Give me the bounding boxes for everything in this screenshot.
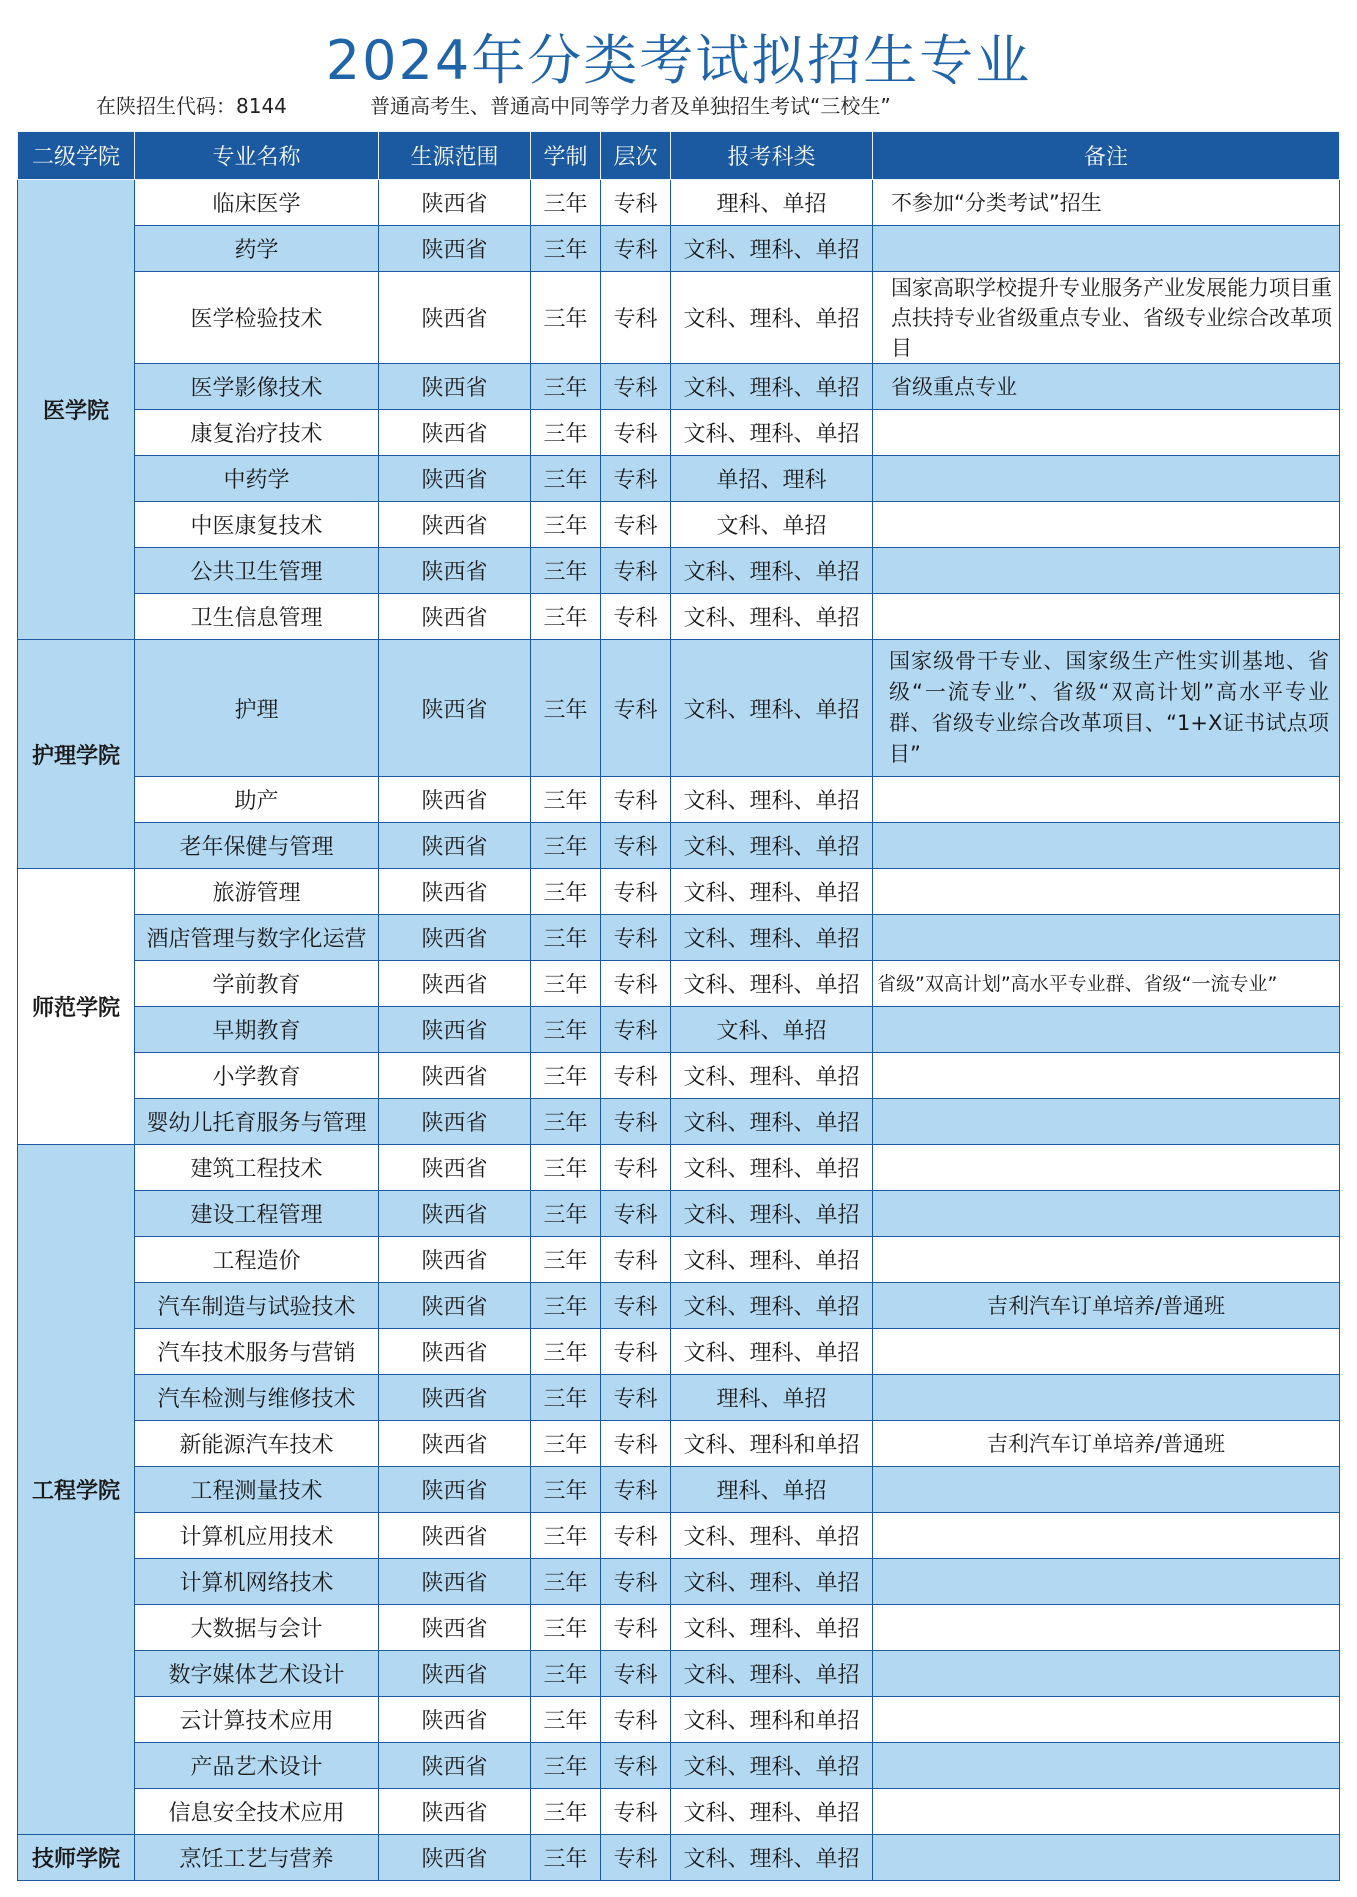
years-cell: 三年 [531,1467,601,1513]
table-row [18,364,1340,410]
major-cell: 公共卫生管理 [135,548,379,594]
level-cell: 专科 [601,1099,671,1145]
category-cell: 文科、理科、单招 [671,226,873,272]
years-cell: 三年 [531,1283,601,1329]
years-cell: 三年 [531,1513,601,1559]
category-cell: 文科、理科和单招 [671,1421,873,1467]
major-cell: 中医康复技术 [135,502,379,548]
enrollment-code: 在陕招生代码：8144 [96,94,287,118]
table-row [18,1467,1340,1513]
years-cell: 三年 [531,272,601,364]
category-cell: 文科、理科、单招 [671,410,873,456]
years-cell: 三年 [531,869,601,915]
category-cell: 理科、单招 [671,1467,873,1513]
note-cell [873,1237,1340,1283]
major-cell: 新能源汽车技术 [135,1421,379,1467]
years-cell: 三年 [531,410,601,456]
category-cell: 文科、理科、单招 [671,915,873,961]
area-cell: 陕西省 [379,1283,531,1329]
note-cell: 吉利汽车订单培养/普通班 [873,1421,1340,1467]
table-row [18,226,1340,272]
area-cell: 陕西省 [379,1375,531,1421]
years-cell: 三年 [531,1145,601,1191]
table-row [18,272,1340,364]
table-row [18,961,1340,1007]
major-cell: 产品艺术设计 [135,1743,379,1789]
major-cell: 婴幼儿托育服务与管理 [135,1099,379,1145]
years-cell: 三年 [531,823,601,869]
note-cell [873,502,1340,548]
college-cell: 护理学院 [18,640,135,869]
table-row [18,915,1340,961]
note-cell [873,1605,1340,1651]
category-cell: 理科、单招 [671,1375,873,1421]
level-cell: 专科 [601,1329,671,1375]
college-cell: 技师学院 [18,1835,135,1881]
note-cell: 不参加“分类考试”招生 [873,180,1340,226]
level-cell: 专科 [601,594,671,640]
level-cell: 专科 [601,640,671,777]
years-cell: 三年 [531,915,601,961]
area-cell: 陕西省 [379,1053,531,1099]
major-cell: 中药学 [135,456,379,502]
years-cell: 三年 [531,594,601,640]
years-cell: 三年 [531,1743,601,1789]
table-row [18,548,1340,594]
area-cell: 陕西省 [379,1789,531,1835]
header-years: 学制 [531,132,601,180]
category-cell: 文科、理科、单招 [671,1651,873,1697]
table-row [18,1375,1340,1421]
header-area: 生源范围 [379,132,531,180]
years-cell: 三年 [531,1559,601,1605]
college-cell: 师范学院 [18,869,135,1145]
category-cell: 文科、理科、单招 [671,594,873,640]
category-cell: 文科、理科、单招 [671,961,873,1007]
major-cell: 卫生信息管理 [135,594,379,640]
category-cell: 文科、理科、单招 [671,823,873,869]
area-cell: 陕西省 [379,1743,531,1789]
level-cell: 专科 [601,1559,671,1605]
area-cell: 陕西省 [379,915,531,961]
years-cell: 三年 [531,1421,601,1467]
table-row [18,1513,1340,1559]
category-cell: 文科、理科、单招 [671,1283,873,1329]
years-cell: 三年 [531,456,601,502]
note-cell [873,1789,1340,1835]
note-cell [873,1191,1340,1237]
header-level: 层次 [601,132,671,180]
area-cell: 陕西省 [379,869,531,915]
area-cell: 陕西省 [379,1835,531,1881]
area-cell: 陕西省 [379,410,531,456]
category-cell: 文科、理科、单招 [671,1789,873,1835]
level-cell: 专科 [601,1513,671,1559]
major-cell: 学前教育 [135,961,379,1007]
category-cell: 文科、理科、单招 [671,869,873,915]
level-cell: 专科 [601,915,671,961]
table-row [18,1053,1340,1099]
level-cell: 专科 [601,1835,671,1881]
level-cell: 专科 [601,1053,671,1099]
years-cell: 三年 [531,1651,601,1697]
note-cell: 省级”双高计划”高水平专业群、省级“一流专业” [873,961,1340,1007]
level-cell: 专科 [601,777,671,823]
table-row [18,1559,1340,1605]
level-cell: 专科 [601,1789,671,1835]
years-cell: 三年 [531,180,601,226]
area-cell: 陕西省 [379,548,531,594]
area-cell: 陕西省 [379,180,531,226]
major-cell: 助产 [135,777,379,823]
table-row [18,1329,1340,1375]
major-cell: 数字媒体艺术设计 [135,1651,379,1697]
college-cell: 医学院 [18,180,135,640]
level-cell: 专科 [601,180,671,226]
area-cell: 陕西省 [379,272,531,364]
table-row [18,1697,1340,1743]
major-cell: 医学检验技术 [135,272,379,364]
years-cell: 三年 [531,1789,601,1835]
target-students: 普通高考生、普通高中同等学力者及单独招生考试“三校生” [370,94,891,118]
category-cell: 文科、理科、单招 [671,1605,873,1651]
level-cell: 专科 [601,961,671,1007]
major-cell: 工程造价 [135,1237,379,1283]
level-cell: 专科 [601,364,671,410]
level-cell: 专科 [601,1697,671,1743]
note-cell [873,1145,1340,1191]
level-cell: 专科 [601,548,671,594]
note-cell [873,1007,1340,1053]
note-cell [873,1375,1340,1421]
area-cell: 陕西省 [379,1467,531,1513]
major-cell: 建筑工程技术 [135,1145,379,1191]
table-row [18,1789,1340,1835]
major-cell: 汽车检测与维修技术 [135,1375,379,1421]
area-cell: 陕西省 [379,1145,531,1191]
major-cell: 工程测量技术 [135,1467,379,1513]
major-cell: 计算机应用技术 [135,1513,379,1559]
years-cell: 三年 [531,1099,601,1145]
level-cell: 专科 [601,1605,671,1651]
note-cell [873,1835,1340,1881]
note-cell [873,1329,1340,1375]
level-cell: 专科 [601,1283,671,1329]
header-college: 二级学院 [18,132,135,180]
note-cell [873,594,1340,640]
area-cell: 陕西省 [379,1237,531,1283]
area-cell: 陕西省 [379,823,531,869]
years-cell: 三年 [531,226,601,272]
years-cell: 三年 [531,1329,601,1375]
table-row [18,594,1340,640]
note-cell [873,869,1340,915]
category-cell: 文科、理科、单招 [671,1513,873,1559]
table-row [18,502,1340,548]
note-cell [873,1697,1340,1743]
note-cell: 国家高职学校提升专业服务产业发展能力项目重点扶持专业省级重点专业、省级专业综合改革项目 [873,272,1340,364]
category-cell: 文科、理科、单招 [671,640,873,777]
major-cell: 汽车技术服务与营销 [135,1329,379,1375]
category-cell: 文科、理科、单招 [671,364,873,410]
table-row [18,777,1340,823]
note-cell [873,1651,1340,1697]
years-cell: 三年 [531,1191,601,1237]
table-row [18,640,1340,777]
category-cell: 文科、理科、单招 [671,1329,873,1375]
note-cell [873,1053,1340,1099]
major-cell: 老年保健与管理 [135,823,379,869]
area-cell: 陕西省 [379,364,531,410]
major-cell: 大数据与会计 [135,1605,379,1651]
note-cell [873,226,1340,272]
note-cell [873,1743,1340,1789]
major-cell: 康复治疗技术 [135,410,379,456]
level-cell: 专科 [601,1651,671,1697]
years-cell: 三年 [531,1007,601,1053]
table-row [18,1743,1340,1789]
area-cell: 陕西省 [379,1559,531,1605]
years-cell: 三年 [531,1237,601,1283]
level-cell: 专科 [601,272,671,364]
major-cell: 云计算技术应用 [135,1697,379,1743]
area-cell: 陕西省 [379,777,531,823]
category-cell: 文科、理科和单招 [671,1697,873,1743]
major-cell: 信息安全技术应用 [135,1789,379,1835]
years-cell: 三年 [531,961,601,1007]
major-cell: 小学教育 [135,1053,379,1099]
table-row [18,1099,1340,1145]
header-category: 报考科类 [671,132,873,180]
area-cell: 陕西省 [379,1099,531,1145]
level-cell: 专科 [601,1467,671,1513]
years-cell: 三年 [531,777,601,823]
note-cell: 国家级骨干专业、国家级生产性实训基地、省级“一流专业”、省级“双高计划”高水平专业群、省级专业综合改革项目、“1+X证书试点项目” [873,640,1340,777]
header-note: 备注 [873,132,1340,180]
level-cell: 专科 [601,1007,671,1053]
table-row [18,1237,1340,1283]
note-cell [873,410,1340,456]
years-cell: 三年 [531,1835,601,1881]
note-cell [873,777,1340,823]
area-cell: 陕西省 [379,1191,531,1237]
major-cell: 汽车制造与试验技术 [135,1283,379,1329]
years-cell: 三年 [531,1053,601,1099]
category-cell: 单招、理科 [671,456,873,502]
note-cell [873,1467,1340,1513]
major-cell: 药学 [135,226,379,272]
category-cell: 文科、理科、单招 [671,1145,873,1191]
area-cell: 陕西省 [379,1651,531,1697]
major-cell: 医学影像技术 [135,364,379,410]
category-cell: 文科、单招 [671,502,873,548]
category-cell: 理科、单招 [671,180,873,226]
area-cell: 陕西省 [379,961,531,1007]
years-cell: 三年 [531,1697,601,1743]
level-cell: 专科 [601,1421,671,1467]
major-cell: 计算机网络技术 [135,1559,379,1605]
level-cell: 专科 [601,456,671,502]
note-cell: 省级重点专业 [873,364,1340,410]
table-row [18,1283,1340,1329]
table-header-row [18,132,1340,180]
category-cell: 文科、理科、单招 [671,272,873,364]
page-title: 2024年分类考试拟招生专业 [325,29,1032,92]
years-cell: 三年 [531,640,601,777]
major-cell: 早期教育 [135,1007,379,1053]
category-cell: 文科、理科、单招 [671,777,873,823]
table-row [18,1421,1340,1467]
level-cell: 专科 [601,869,671,915]
note-cell [873,456,1340,502]
area-cell: 陕西省 [379,1697,531,1743]
category-cell: 文科、理科、单招 [671,1053,873,1099]
major-cell: 酒店管理与数字化运营 [135,915,379,961]
table-row [18,456,1340,502]
level-cell: 专科 [601,502,671,548]
years-cell: 三年 [531,1375,601,1421]
college-cell: 工程学院 [18,1145,135,1835]
table-row [18,1191,1340,1237]
major-cell: 建设工程管理 [135,1191,379,1237]
category-cell: 文科、理科、单招 [671,1559,873,1605]
category-cell: 文科、理科、单招 [671,1835,873,1881]
area-cell: 陕西省 [379,1421,531,1467]
category-cell: 文科、理科、单招 [671,1099,873,1145]
category-cell: 文科、理科、单招 [671,1743,873,1789]
table-row [18,1835,1340,1881]
area-cell: 陕西省 [379,1007,531,1053]
note-cell [873,1559,1340,1605]
note-cell [873,823,1340,869]
level-cell: 专科 [601,1743,671,1789]
level-cell: 专科 [601,1375,671,1421]
level-cell: 专科 [601,410,671,456]
level-cell: 专科 [601,226,671,272]
table-row [18,1145,1340,1191]
level-cell: 专科 [601,1145,671,1191]
years-cell: 三年 [531,364,601,410]
note-cell [873,1099,1340,1145]
major-cell: 临床医学 [135,180,379,226]
major-cell: 旅游管理 [135,869,379,915]
majors-table [17,131,1340,1881]
area-cell: 陕西省 [379,1329,531,1375]
area-cell: 陕西省 [379,1605,531,1651]
note-cell [873,548,1340,594]
area-cell: 陕西省 [379,1513,531,1559]
area-cell: 陕西省 [379,640,531,777]
level-cell: 专科 [601,1191,671,1237]
table-row [18,180,1340,226]
table-row [18,1007,1340,1053]
years-cell: 三年 [531,548,601,594]
major-cell: 烹饪工艺与营养 [135,1835,379,1881]
table-row [18,410,1340,456]
category-cell: 文科、理科、单招 [671,1237,873,1283]
note-cell [873,915,1340,961]
table-row [18,869,1340,915]
area-cell: 陕西省 [379,502,531,548]
area-cell: 陕西省 [379,456,531,502]
header-major: 专业名称 [135,132,379,180]
note-cell [873,1513,1340,1559]
area-cell: 陕西省 [379,594,531,640]
years-cell: 三年 [531,1605,601,1651]
table-row [18,1605,1340,1651]
years-cell: 三年 [531,502,601,548]
table-row [18,1651,1340,1697]
level-cell: 专科 [601,823,671,869]
category-cell: 文科、理科、单招 [671,548,873,594]
category-cell: 文科、单招 [671,1007,873,1053]
note-cell: 吉利汽车订单培养/普通班 [873,1283,1340,1329]
category-cell: 文科、理科、单招 [671,1191,873,1237]
level-cell: 专科 [601,1237,671,1283]
table-row [18,823,1340,869]
area-cell: 陕西省 [379,226,531,272]
major-cell: 护理 [135,640,379,777]
